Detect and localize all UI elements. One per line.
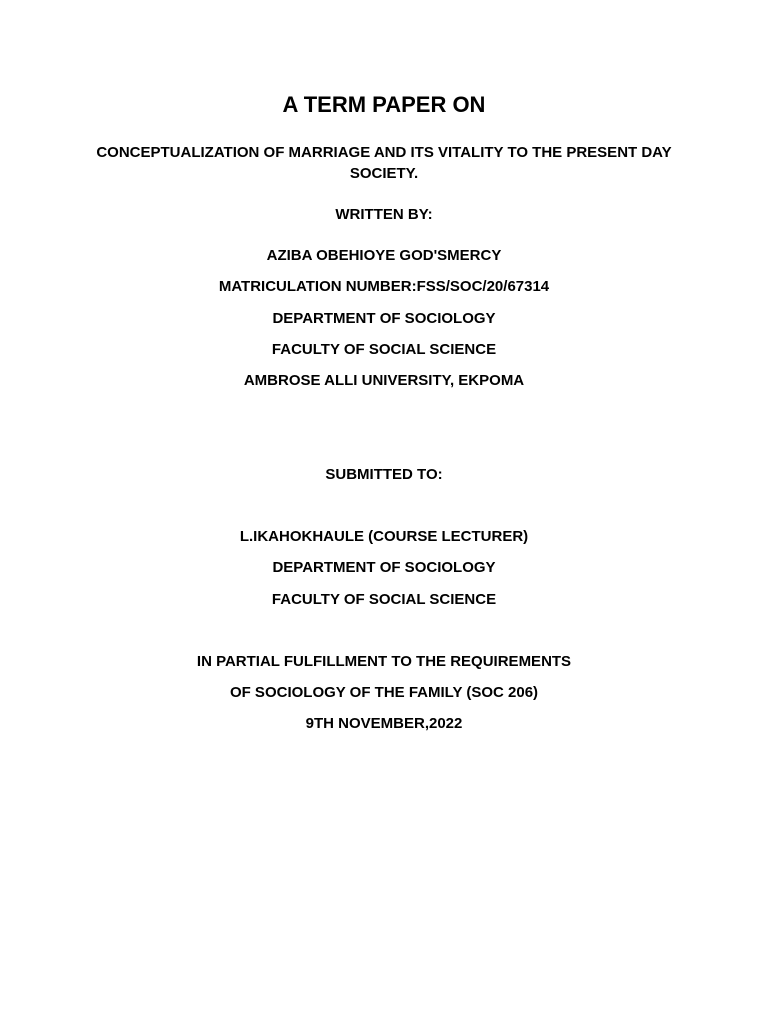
page-title: A TERM PAPER ON <box>282 92 486 117</box>
written-by-label: WRITTEN BY: <box>335 206 433 223</box>
submission-date: 9TH NOVEMBER,2022 <box>305 715 463 732</box>
lecturer-faculty: FACULTY OF SOCIAL SCIENCE <box>271 591 497 608</box>
author-department: DEPARTMENT OF SOCIOLOGY <box>272 310 496 327</box>
author-university: AMBROSE ALLI UNIVERSITY, EKPOMA <box>243 372 525 389</box>
lecturer-department: DEPARTMENT OF SOCIOLOGY <box>272 559 496 576</box>
paper-topic: CONCEPTUALIZATION OF MARRIAGE AND ITS VITALITY TO THE PRESENT DAY SOCIETY. <box>96 144 672 182</box>
lecturer-name: L.IKAHOKHAULE (COURSE LECTURER) <box>239 528 529 545</box>
submitted-to-label: SUBMITTED TO: <box>325 466 443 483</box>
author-faculty: FACULTY OF SOCIAL SCIENCE <box>271 341 497 358</box>
matriculation-number: MATRICULATION NUMBER:FSS/SOC/20/67314 <box>218 278 550 295</box>
author-name: AZIBA OBEHIOYE GOD'SMERCY <box>266 247 502 264</box>
fulfillment-line-1: IN PARTIAL FULFILLMENT TO THE REQUIREMENTS <box>196 653 572 670</box>
fulfillment-line-2: OF SOCIOLOGY OF THE FAMILY (SOC 206) <box>229 684 539 701</box>
